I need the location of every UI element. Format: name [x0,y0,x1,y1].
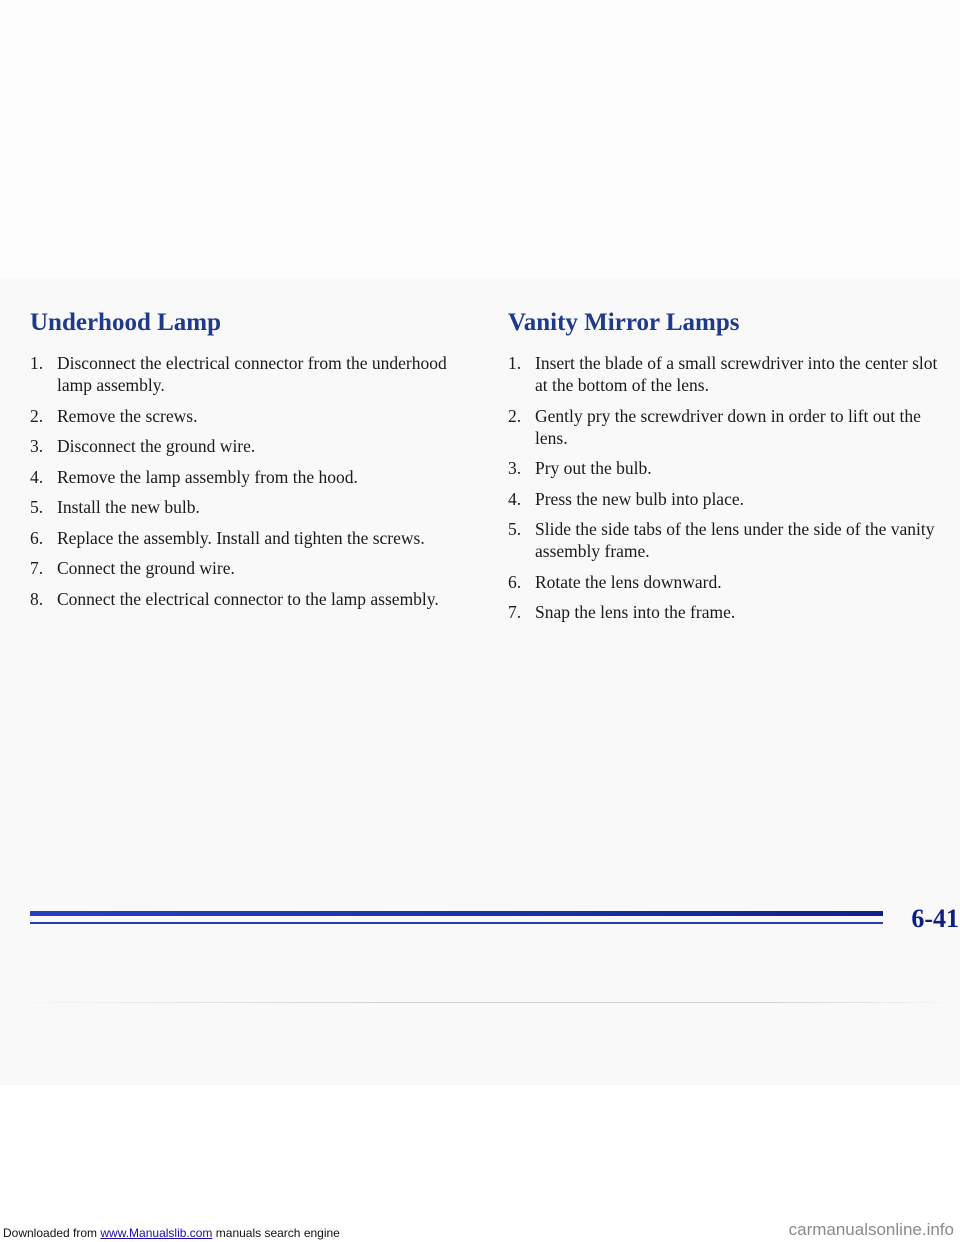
step-number: 4. [508,488,522,509]
section-title: Vanity Mirror Lamps [508,309,740,336]
underhood-lamp-section [30,306,470,618]
step-item [30,466,470,488]
step-number: 1. [30,353,44,373]
step-text: Gently pry the screwdriver down in order to lift out the lens. [535,405,921,448]
step-number: 7. [508,602,522,622]
step-item [508,518,953,562]
step-text: Replace the assembly. Install and tighten the screws. [57,527,425,548]
step-text: Connect the ground wire. [57,558,235,578]
step-text: Press the new bulb into place. [535,488,744,509]
step-text: Install the new bulb. [57,497,200,517]
step-item [30,496,470,518]
page-rule-thick [30,911,928,916]
scan-divider [0,1002,960,1003]
step-item [30,435,470,457]
step-item [508,352,953,396]
step-text: Slide the side tabs of the lens under the side of the vanity assembly frame. [535,519,935,561]
step-item [508,601,953,623]
step-number: 6. [508,571,522,592]
blank-bottom-area [0,1085,960,1242]
step-text: Remove the lamp assembly from the hood. [57,466,358,487]
step-number: 3. [508,458,522,478]
step-item [508,457,953,479]
step-item [508,405,953,449]
manualslib-link[interactable]: www.Manualslib.com [100,1226,213,1240]
step-number: 6. [30,527,44,548]
step-text: Disconnect the electrical connector from the underhood lamp assembly. [57,353,447,395]
step-number: 7. [30,558,44,578]
page-number: 6-41 [883,901,959,937]
footer-suffix: manuals search engine [212,1226,340,1240]
step-text: Remove the screws. [57,405,198,426]
section-title: Underhood Lamp [30,309,222,336]
step-number: 1. [508,353,522,373]
step-number: 8. [30,588,44,609]
download-footer [3,1226,340,1240]
step-number: 5. [508,519,522,539]
step-number: 2. [30,405,44,426]
step-item [30,557,470,579]
step-text: Connect the electrical connector to the lamp assembly. [57,588,439,609]
footer-prefix: Downloaded from [3,1226,101,1240]
page-rule-thin [30,922,928,924]
step-item [30,405,470,427]
step-text: Pry out the bulb. [535,458,652,478]
vanity-mirror-lamps-section [508,306,953,632]
step-text: Disconnect the ground wire. [57,436,256,456]
step-text: Rotate the lens downward. [535,571,722,592]
step-text: Snap the lens into the frame. [535,602,736,622]
step-item [30,527,470,549]
step-number: 2. [508,405,522,426]
step-item [508,571,953,593]
step-item [30,352,470,396]
step-item [508,488,953,510]
step-number: 4. [30,466,44,487]
blank-top-area [0,0,960,278]
step-number: 3. [30,436,44,456]
watermark-text: carmanualsonline.info [788,1220,954,1239]
step-text: Insert the blade of a small screwdriver into the center slot at the bottom of the lens. [535,353,938,395]
step-item [30,588,470,610]
step-number: 5. [30,497,44,517]
steps-list [508,352,953,623]
steps-list [30,352,470,610]
